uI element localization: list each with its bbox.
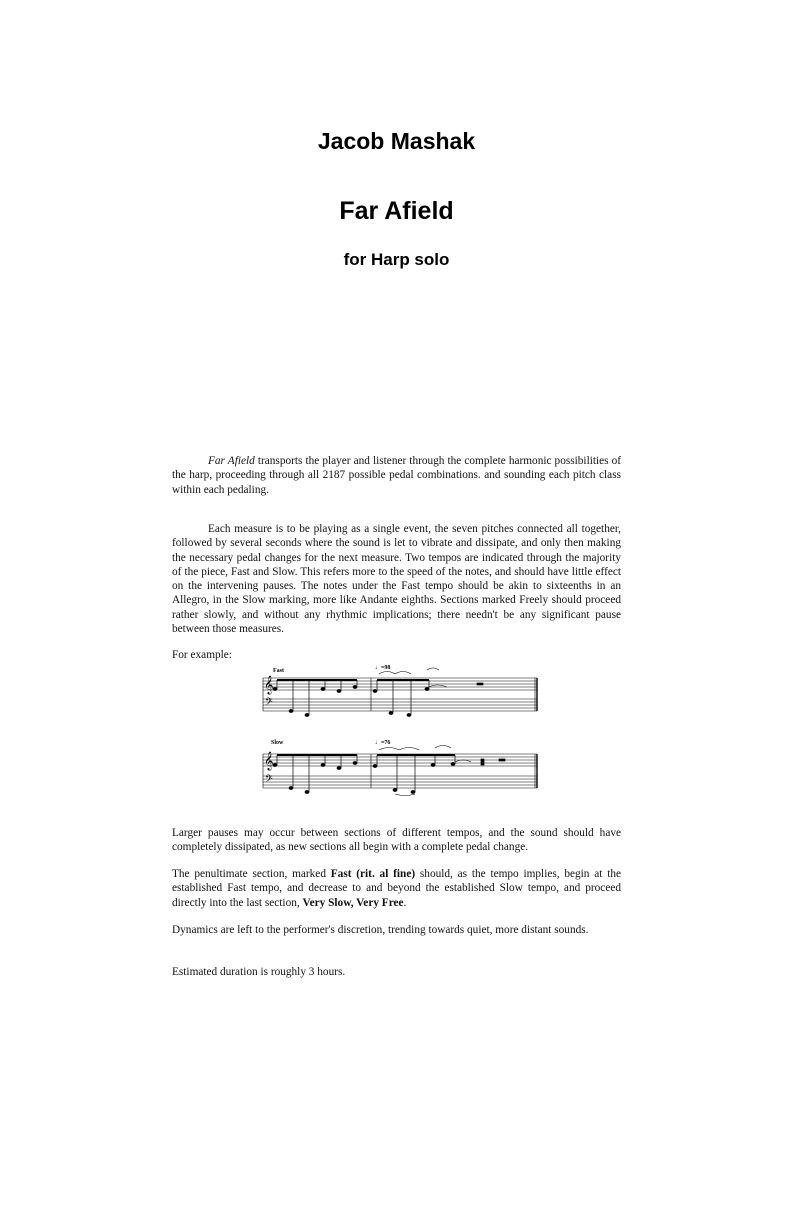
score-example-slow <box>255 738 545 797</box>
intro-paragraph <box>172 454 621 497</box>
performance-paragraph: Each measure is to be playing as a single event, the seven pitches connected all together, followed by several seconds where the sound is let to vibrate and dissipate, and only then making the necessary pedal changes for the next measure. Two tempos are indicated through the majority of the piece, Fast and Slow. This refers more to the speed of the notes, and should have little effect on the intervening pauses. The notes under the Fast tempo should be akin to sixteenths in an Allegro, in the Slow marking, more like Andante eighths. Sections marked Freely should proceed rather slowly, and without any rhythmic implications; there needn't be any significant pause between those measures. <box>172 523 621 636</box>
p5-text-b: should, as the tempo implies, begin at the established Fast tempo, and decrease to and beyond the established Slow tempo, and proceed directly into the last section, <box>172 868 621 909</box>
p5-bold-very-slow: Very Slow, Very Free <box>302 896 404 909</box>
score-example-fast <box>255 663 545 719</box>
bass-clef-icon: 𝄢 <box>265 773 273 787</box>
metronome-marking-fast: ♩=98 <box>375 665 391 671</box>
p5-text-a: The penultimate section, marked <box>172 868 331 880</box>
p5-text-c: . <box>403 896 407 909</box>
metronome-marking-slow: ♩=76 <box>375 740 391 746</box>
treble-clef-icon: 𝄞 <box>264 675 274 694</box>
staff-lines <box>263 678 537 711</box>
tempo-marking-slow: Slow <box>271 740 284 746</box>
example-label: For example: <box>172 649 232 661</box>
dynamics-paragraph: Dynamics are left to the performer's discretion, trending towards quiet, more distant sounds. <box>172 924 589 936</box>
bass-clef-icon: 𝄢 <box>265 696 273 710</box>
treble-clef-icon: 𝄞 <box>264 751 274 770</box>
pauses-paragraph: Larger pauses may occur between sections of different tempos, and the sound should have completely dissipated, as new sections all begin with a complete pedal change. <box>172 827 621 854</box>
score-fast-graphic <box>255 663 545 719</box>
intro-text: transports the player and listener through the complete harmonic possibilities of the harp, proceeding through all 2187 possible pedal combinations. and sounding each pitch class within each pedaling. <box>172 455 622 496</box>
staff-lines <box>263 754 537 788</box>
intro-title-italic: Far Afield <box>208 455 255 467</box>
score-slow-graphic <box>255 738 545 797</box>
penultimate-section-paragraph <box>172 867 621 910</box>
duration-paragraph: Estimated duration is roughly 3 hours. <box>172 966 346 978</box>
piece-title: Far Afield <box>339 197 454 225</box>
composer-name: Jacob Mashak <box>317 128 476 154</box>
instrumentation: for Harp solo <box>343 250 450 269</box>
p5-bold-fast-rit: Fast (rit. al fine) <box>330 868 416 880</box>
tempo-marking-fast: Fast <box>273 668 284 674</box>
